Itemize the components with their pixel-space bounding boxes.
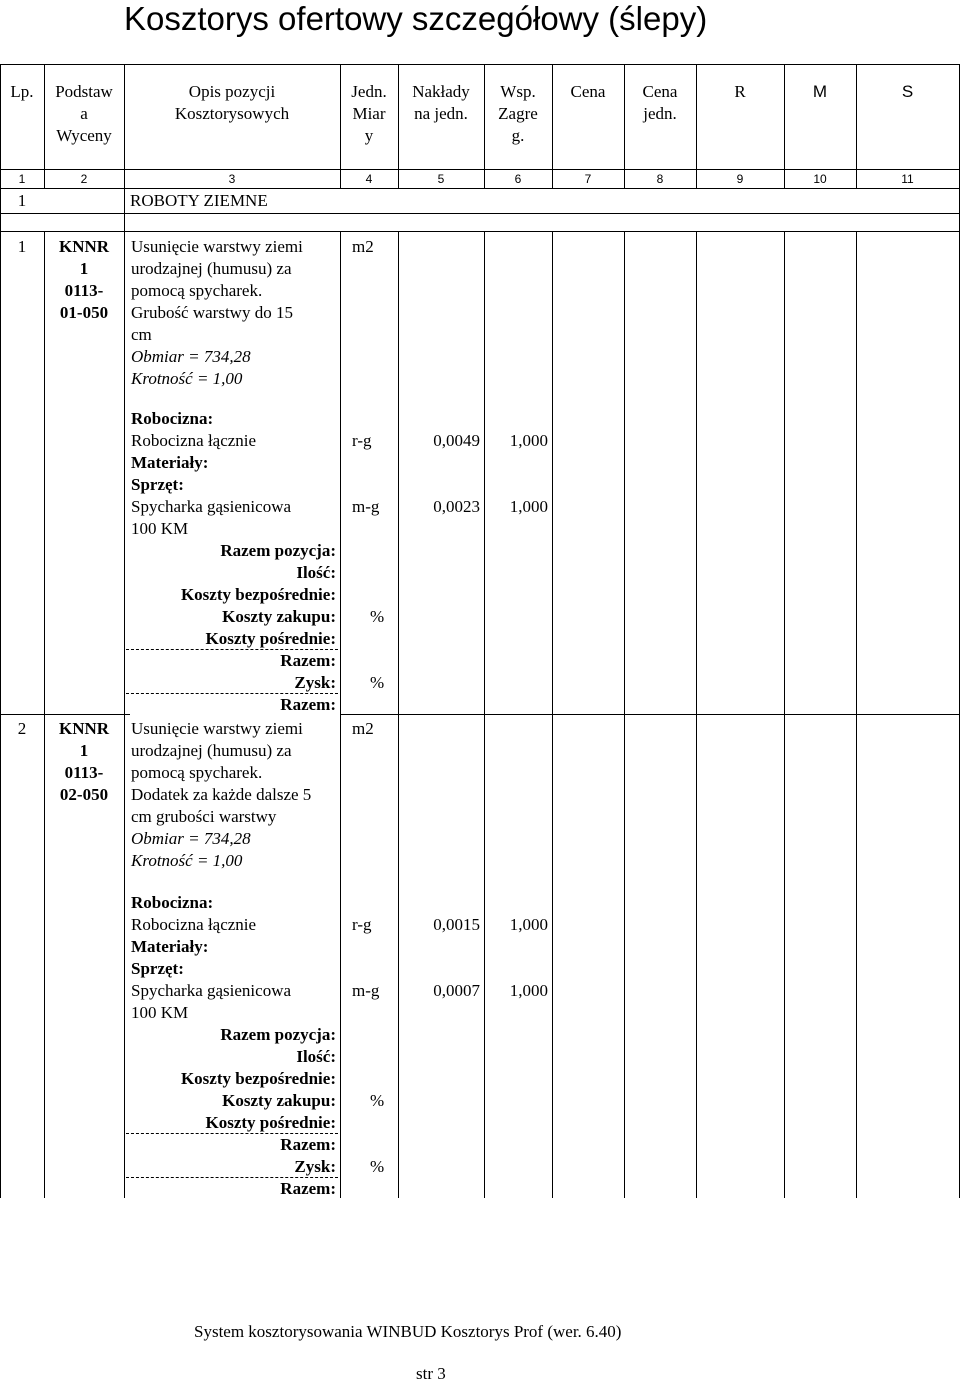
robocizna-wsp: 1,000 bbox=[509, 915, 548, 934]
header-m: M bbox=[812, 82, 828, 101]
resources-block: Robocizna: Robocizna łącznie Materiały: Sprzęt: Spycharka gąsienicowa 100 KM bbox=[131, 409, 292, 538]
page-title: Kosztorys ofertowy szczegółowy (ślepy) bbox=[124, 0, 708, 37]
header-wsp: Wsp. Zagre g. bbox=[498, 82, 538, 145]
footer-page-number: str 3 bbox=[416, 1364, 446, 1383]
colnum-7: 7 bbox=[584, 172, 592, 186]
position-description: Usunięcie warstwy ziemi urodzajnej (humusu) za pomocą spycharek. Grubość warstwy do 15 cm Obmiar = 734,28 Krotność = 1,00 bbox=[131, 237, 303, 388]
col-border-1 bbox=[44, 231, 45, 1198]
position-separator-right bbox=[340, 714, 960, 715]
header-cena-jedn: Cena jedn. bbox=[642, 82, 678, 123]
section-gap-rule bbox=[0, 231, 960, 232]
colnum-4: 4 bbox=[365, 172, 373, 186]
col-border-2 bbox=[124, 64, 125, 1198]
colnum-bottom-rule bbox=[0, 188, 960, 189]
obmiar: Obmiar = 734,28 bbox=[131, 347, 251, 366]
robocizna-wsp: 1,000 bbox=[509, 431, 548, 450]
krotnosc: Krotność = 1,00 bbox=[131, 369, 243, 388]
sprzet-naklad: 0,0007 bbox=[433, 981, 480, 1000]
colnum-9: 9 bbox=[736, 172, 744, 186]
col-border-6 bbox=[552, 231, 553, 1198]
sprzet-wsp: 1,000 bbox=[509, 497, 548, 516]
colnum-3: 3 bbox=[228, 172, 236, 186]
col-border-8 bbox=[696, 231, 697, 1198]
position-basis: KNNR 1 0113- 01-050 bbox=[58, 237, 110, 322]
robocizna-unit: r-g bbox=[352, 915, 372, 934]
position-unit: m2 bbox=[352, 237, 374, 256]
col-border-3 bbox=[340, 231, 341, 1198]
dashed-rule bbox=[126, 649, 338, 650]
dashed-rule bbox=[126, 1177, 338, 1178]
colnum-11: 11 bbox=[901, 172, 914, 186]
position-description: Usunięcie warstwy ziemi urodzajnej (humusu) za pomocą spycharek. Dodatek za każde dalsze 5 cm grubości warstwy Obmiar = 734,28 Krotność = 1,00 bbox=[131, 719, 312, 870]
zysk-unit: % bbox=[370, 1157, 385, 1176]
col-border-0 bbox=[0, 64, 1, 1198]
col-border-5 bbox=[484, 231, 485, 1198]
dashed-rule bbox=[126, 1133, 338, 1134]
colnum-2: 2 bbox=[80, 172, 88, 186]
header-podstawa: Podstaw a Wyceny bbox=[55, 82, 113, 145]
footer-system: System kosztorysowania WINBUD Kosztorys Prof (wer. 6.40) bbox=[194, 1322, 622, 1341]
col-border-10 bbox=[856, 231, 857, 1198]
robocizna-naklad: 0,0015 bbox=[433, 915, 480, 934]
colnum-10: 10 bbox=[813, 172, 827, 186]
header-cena: Cena bbox=[570, 82, 606, 101]
position-basis: KNNR 1 0113- 02-050 bbox=[58, 719, 110, 804]
header-s: S bbox=[901, 82, 914, 101]
colnum-6: 6 bbox=[514, 172, 522, 186]
colnum-5: 5 bbox=[437, 172, 445, 186]
header-top-rule bbox=[0, 64, 960, 65]
resources-block: Robocizna: Robocizna łącznie Materiały: Sprzęt: Spycharka gąsienicowa 100 KM bbox=[131, 893, 292, 1022]
section-title: ROBOTY ZIEMNE bbox=[130, 191, 268, 210]
robocizna-unit: r-g bbox=[352, 431, 372, 450]
sprzet-naklad: 0,0023 bbox=[433, 497, 480, 516]
obmiar: Obmiar = 734,28 bbox=[131, 829, 251, 848]
zysk-unit: % bbox=[370, 673, 385, 692]
krotnosc: Krotność = 1,00 bbox=[131, 851, 243, 870]
robocizna-naklad: 0,0049 bbox=[433, 431, 480, 450]
header-r: R bbox=[734, 82, 746, 101]
dashed-rule bbox=[126, 693, 338, 694]
header-jedn: Jedn. Miar y bbox=[351, 82, 387, 145]
sprzet-wsp: 1,000 bbox=[509, 981, 548, 1000]
position-lp: 2 bbox=[17, 719, 27, 738]
col-border-7 bbox=[624, 231, 625, 1198]
sprzet-unit: m-g bbox=[352, 497, 380, 516]
sprzet-unit: m-g bbox=[352, 981, 380, 1000]
section-number: 1 bbox=[17, 191, 27, 210]
col-border-9 bbox=[784, 231, 785, 1198]
summary-block: Razem pozycja: Ilość: Koszty bezpośrednie: Koszty zakupu: Koszty pośrednie: Razem: Zysk: Razem: bbox=[180, 541, 336, 714]
colnum-1: 1 bbox=[18, 172, 26, 186]
header-opis: Opis pozycji Kosztorysowych bbox=[174, 82, 290, 123]
position-separator-left bbox=[0, 714, 130, 715]
koszty-zakupu-unit: % bbox=[370, 607, 385, 626]
col-border-4 bbox=[398, 231, 399, 1198]
header-lp: Lp. bbox=[10, 82, 34, 101]
koszty-zakupu-unit: % bbox=[370, 1091, 385, 1110]
section-bottom-rule bbox=[0, 213, 960, 214]
colnum-8: 8 bbox=[656, 172, 664, 186]
position-lp: 1 bbox=[17, 237, 27, 256]
header-naklady: Nakłady na jedn. bbox=[412, 82, 470, 123]
position-unit: m2 bbox=[352, 719, 374, 738]
header-bottom-rule bbox=[0, 169, 960, 170]
summary-block: Razem pozycja: Ilość: Koszty bezpośrednie: Koszty zakupu: Koszty pośrednie: Razem: Zysk: Razem: bbox=[180, 1025, 336, 1198]
